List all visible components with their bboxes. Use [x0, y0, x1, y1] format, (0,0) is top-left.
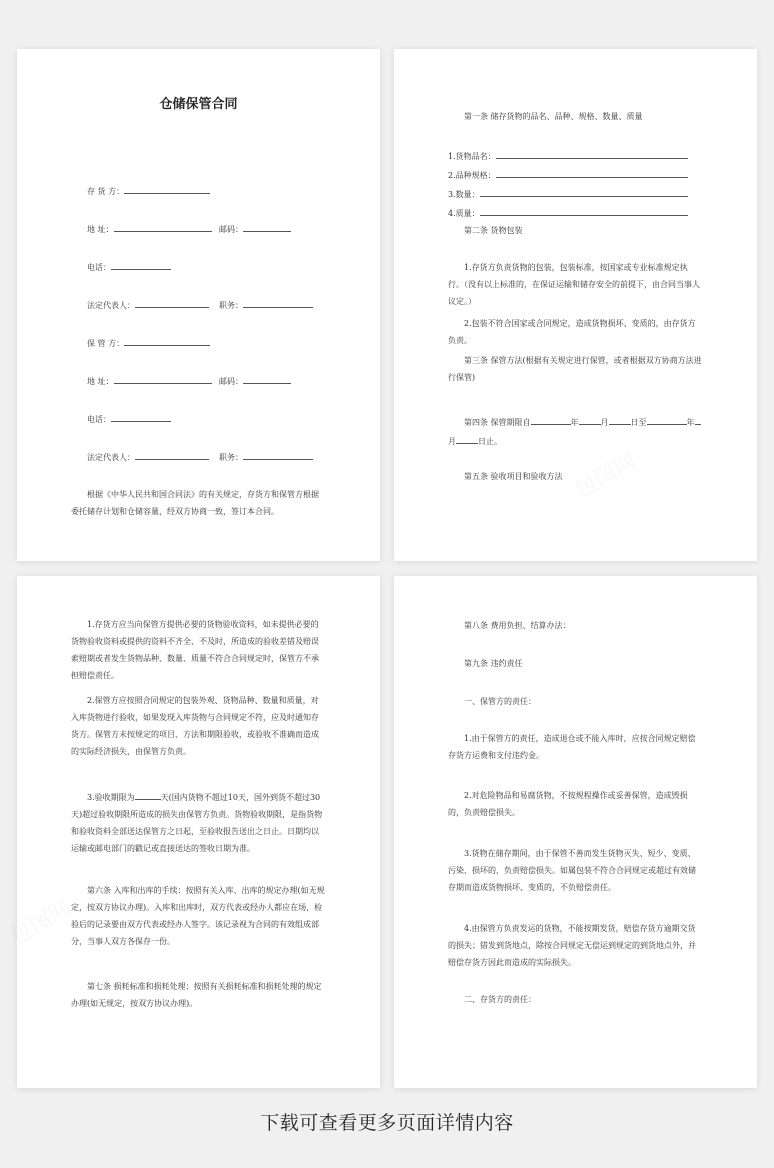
legal-rep-blank: [135, 298, 209, 308]
keeper-address-row: [87, 374, 212, 388]
article-4-line-1: [464, 415, 701, 429]
keeper-liability-3: 3.货物在储存期间，由于保管不善而发生货物灭失、短少、变质、污染、损坏的，负责赔偿损失。如属包装不符合合同规定或超过有效储存期而造成货物损坏、变质的，不负赔偿责任。: [448, 849, 696, 892]
phone-label: 电话：: [87, 263, 111, 272]
postcode-label: 邮码：: [219, 377, 243, 386]
year-label: 年: [686, 418, 695, 427]
document-page-4: [394, 576, 757, 1088]
depositor-liability-heading: 二、存货方的责任：: [464, 995, 536, 1004]
month-label: 月: [600, 418, 609, 427]
document-page-3: [17, 576, 380, 1088]
verification-period-label: 3.验收期限为: [87, 793, 135, 802]
goods-variety-label: 2.品种规格：: [448, 171, 496, 180]
verification-paragraph-2: 2.保管方应按照合同规定的包装外观、货物品种、数量和质量，对入库货物进行验收，如果发现入库货物与合同规定不符，应及时通知存货方。保管方未按规定的项目、方法和期限验收，或验收不准确而造成的实际经济损失，由保管方负责。: [71, 696, 319, 756]
address-blank: [114, 374, 212, 384]
keeper-liability-2: 2.对危险物品和易腐货物，不按规程操作或妥善保管，造成毁损的，负责赔偿损失。: [448, 791, 688, 817]
position-blank: [243, 450, 313, 460]
article-6-paragraph: 第六条 入库和出库的手续：按照有关入库、出库的规定办理(如无规定，按双方协议办理)。入库和出库时，双方代表或经办人都应在场，检验后的记录要由双方代表或经办人签字。该记录视为合同的有效组成部分，当事人双方各保存一份。: [71, 886, 325, 946]
day-end-label: 日止。: [478, 437, 502, 446]
address-blank: [114, 222, 212, 232]
legal-rep-label: 法定代表人：: [87, 301, 135, 310]
goods-quality-blank: [480, 206, 688, 216]
start-month-blank: [579, 415, 601, 425]
contract-title: 仓储保管合同: [159, 97, 238, 112]
document-page-2: [394, 49, 757, 561]
article-4-label: 第四条 保管期限自: [464, 418, 531, 427]
document-page-1: [17, 49, 380, 561]
address-label: 地 址：: [87, 225, 114, 234]
keeper-phone-row: [87, 412, 171, 426]
legal-rep-label: 法定代表人：: [87, 453, 135, 462]
download-prompt: 下载可查看更多页面详情内容: [260, 1112, 514, 1134]
keeper-blank: [124, 336, 210, 346]
keeper-liability-1: 1.由于保管方的责任，造成退仓或不能入库时，应按合同规定赔偿存货方运费和支付违约金。: [448, 734, 696, 760]
article-9-title: 第九条 违约责任: [464, 659, 523, 668]
goods-qty-blank: [480, 187, 688, 197]
depositor-phone-row: [87, 260, 171, 274]
year-label: 年: [570, 418, 579, 427]
depositor-blank: [124, 184, 210, 194]
address-label: 地 址：: [87, 377, 114, 386]
position-label: 职务：: [219, 301, 243, 310]
goods-variety-blank: [496, 168, 688, 178]
month-label: 月: [448, 437, 456, 446]
depositor-row: [87, 184, 210, 198]
goods-name-row: [448, 149, 688, 163]
depositor-postcode-row: [219, 222, 291, 236]
article-2-title: 第二条 货物包装: [464, 226, 523, 235]
goods-name-label: 1.货物品名：: [448, 152, 496, 161]
phone-blank: [111, 260, 171, 270]
depositor-address-row: [87, 222, 212, 236]
end-day-blank: [456, 434, 478, 444]
article-7-paragraph: 第七条 损耗标准和损耗处理：按照有关损耗标准和损耗处理的规定办理(如无规定，按双方协议办理)。: [71, 982, 322, 1008]
depositor-label: 存 货 方：: [87, 187, 125, 196]
depositor-legal-rep-row: [87, 298, 209, 312]
keeper-label: 保 管 方：: [87, 339, 125, 348]
keeper-liability-4: 4.由保管方负责发运的货物，不能按期发货，赔偿存货方逾期交货的损失；错发到货地点，除按合同规定无偿运到规定的到货地点外，并赔偿存货方因此而造成的实际损失。: [448, 924, 696, 967]
verification-period-text: 天(国内货物不超过10天，国外到货不超过30天)超过验收期限所造成的损失由保管方负责。货物验收期限，是指货物和验收资料全部送达保管方之日起，至验收报告送出之日止。日期均以运输或邮电部门的戳记或直接送达的签收日期为准。: [71, 793, 323, 853]
position-label: 职务：: [219, 453, 243, 462]
postcode-blank: [243, 374, 291, 384]
keeper-postcode-row: [219, 374, 291, 388]
article-4-line-2: [448, 434, 502, 448]
goods-name-blank: [496, 149, 688, 159]
keeper-row: [87, 336, 210, 350]
phone-label: 电话：: [87, 415, 111, 424]
start-year-blank: [531, 415, 571, 425]
goods-qty-row: [448, 187, 688, 201]
goods-quality-row: [448, 206, 688, 220]
preamble-paragraph: 根据《中华人民共和国合同法》的有关规定，存货方和保管方根据委托储存计划和仓储容量，经双方协商一致，签订本合同。: [71, 490, 319, 516]
keeper-position-row: [219, 450, 313, 464]
verification-paragraph-1: 1.存货方应当向保管方提供必要的货物验收资料，如未提供必要的货物验收资料或提供的资料不齐全、不及时，所造成的验收差错及赔误索赔期或者发生货物品种、数量、质量不符合合同规定时，保管方不承担赔偿责任。: [71, 620, 319, 680]
goods-variety-row: [448, 168, 688, 182]
article-3-paragraph: 第三条 保管方法(根据有关规定进行保管，或者根据双方协商方法进行保管): [448, 356, 702, 382]
postcode-label: 邮码：: [219, 225, 243, 234]
verification-paragraph-3: [71, 789, 326, 857]
end-month-blank-a: [695, 415, 701, 425]
keeper-legal-rep-row: [87, 450, 209, 464]
watermark: [569, 445, 642, 505]
watermark: [4, 892, 77, 952]
goods-quality-label: 4.质量：: [448, 209, 480, 218]
day-to-label: 日至: [630, 418, 647, 427]
goods-qty-label: 3.数量：: [448, 190, 480, 199]
start-day-blank: [609, 415, 631, 425]
keeper-liability-heading: 一、保管方的责任：: [464, 697, 536, 706]
article-2-paragraph-2: 2.包装不符合国家或合同规定，造成货物损坏、变质的，由存货方负责。: [448, 319, 696, 345]
postcode-blank: [243, 222, 291, 232]
article-8-title: 第八条 费用负担、结算办法：: [464, 621, 571, 630]
article-5-title: 第五条 验收项目和验收方法: [464, 472, 563, 481]
phone-blank: [111, 412, 171, 422]
position-blank: [243, 298, 313, 308]
article-1-title: 第一条 储存货物的品名、品种、规格、数量、质量: [464, 112, 643, 121]
verification-days-blank: [135, 790, 161, 800]
depositor-position-row: [219, 298, 313, 312]
end-year-blank: [647, 415, 687, 425]
legal-rep-blank: [135, 450, 209, 460]
article-2-paragraph-1: 1.存货方负责货物的包装，包装标准，按国家或专业标准规定执行。（没有以上标准的，在保证运输和储存安全的前提下，由合同当事人议定。）: [448, 263, 700, 306]
